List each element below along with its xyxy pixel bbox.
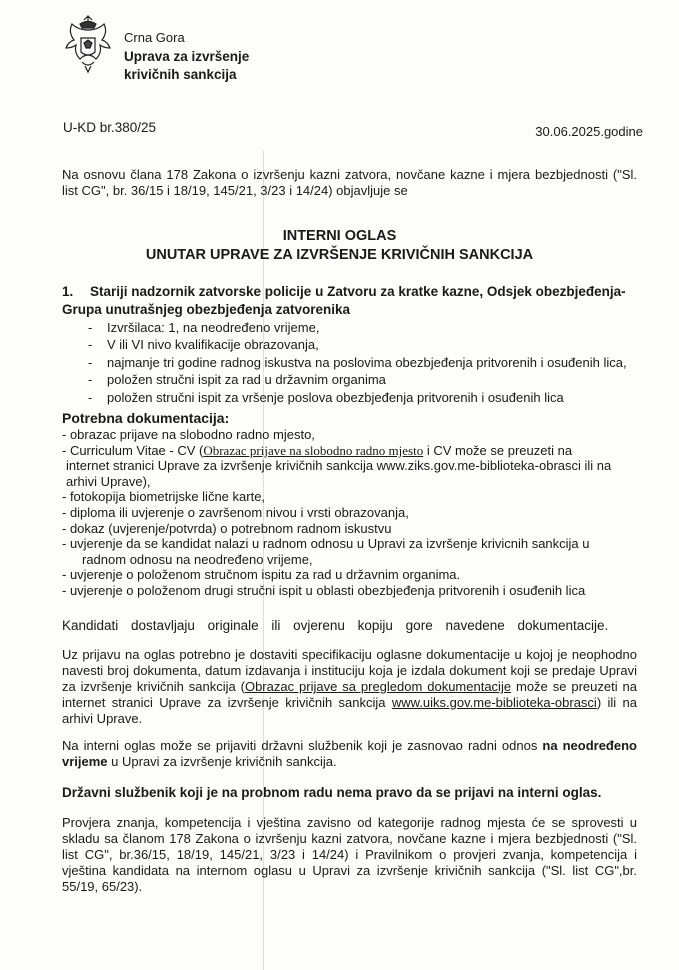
paragraph-text: Na interni oglas može se prijaviti državni službenik koji je zasnovao radni odnos — [62, 738, 543, 753]
title-line2: UNUTAR UPRAVE ZA IZVRŠENJE KRIVIČNIH SANKCIJA — [145, 247, 534, 263]
list-item: - V ili VI nivo kvalifikacije obrazovanja, — [88, 336, 648, 353]
organization-name-line1: Uprava za izvršenje — [124, 49, 250, 64]
list-item: - obrazac prijave na slobodno radno mjesto, — [62, 427, 315, 442]
coat-of-arms-icon — [62, 14, 114, 74]
document-date: 30.06.2025.godine — [535, 124, 643, 139]
intro-paragraph: Na osnovu člana 178 Zakona o izvršenju kazni zatvora, novčane kazne i mjera bezbjednosti ("Sl. list CG", br. 36/15 i 18/19, 145/21, 3/23 i 14/24) objavljuje se — [62, 167, 637, 198]
documentation-heading: Potrebna dokumentacija: — [62, 410, 230, 426]
requirements-list — [88, 319, 648, 406]
list-item: - položen stručni ispit za vršenje poslova obezbjeđenja pritvorenih i osuđenih lica — [88, 389, 648, 406]
organization-name-line2: krivičnih sankcija — [124, 67, 237, 82]
documentation-section — [62, 410, 642, 599]
item-text: i CV može se preuzeti na — [423, 442, 573, 458]
paragraph-text: Uz prijavu na oglas potrebno je dostaviti specifikaciju oglasne dokumentacije u kojoj je neophodno navesti broj dokumenta, datum izdavanja i instituciju koja je izdala dokument koji se predaje Upravi za izvršenje krivičnih sankcija ( — [62, 647, 637, 694]
list-item: - dokaz (uvjerenje/potvrda) o potrebnom radnom iskustvu — [62, 520, 392, 536]
paragraph-text: ) ili na arhivi Uprave. — [62, 695, 637, 726]
position-title-line1: Stariji nadzornik zatvorske policije u Zatvoru za kratke kazne, Odsjek obezbjeđenja- — [90, 284, 626, 299]
form-link[interactable]: Obrazac prijave sa pregledom dokumentacije — [244, 679, 512, 694]
form-link[interactable]: Obrazac prijave na slobodno radno mjesto — [203, 442, 424, 458]
list-item: - Izvršilaca: 1, na neodređeno vrijeme, — [88, 319, 648, 336]
title-line1: INTERNI OGLAS — [282, 228, 397, 244]
position-section — [62, 283, 652, 319]
list-item-continuation: internet stranici Uprave za izvršenje krivičnih sankcija www.ziks.gov.me-biblioteka-obrasci ili na — [66, 458, 612, 474]
originals-paragraph: Kandidati dostavljaju originale ili ovjerenu kopiju gore navedene dokumentacije. — [62, 618, 609, 633]
probation-notice: Državni službenik koji je na probnom radu nema pravo da se prijavi na interni oglas. — [62, 785, 602, 800]
website-link[interactable]: www.uiks.gov.me-biblioteka-obrasci — [391, 695, 597, 710]
position-title-line2: Grupa unutrašnjeg obezbjeđenja zatvorenika — [62, 302, 351, 317]
paragraph-text: može se preuzeti na internet stranici Uprave za izvršenje krivičnih sankcija — [62, 679, 637, 710]
paragraph-emphasis: na neodređeno vrijeme — [62, 738, 637, 769]
item-text: - Curriculum Vitae - CV ( — [62, 442, 204, 458]
list-item-continuation: arhivi Uprave), — [66, 473, 151, 489]
position-number: 1. — [62, 284, 74, 299]
paragraph-text: u Upravi za izvršenje krivičnih sankcija. — [107, 754, 337, 769]
list-item-continuation: radnom odnosu na neodređeno vrijeme, — [82, 551, 313, 567]
list-item — [62, 443, 642, 459]
list-item: - najmanje tri godine radnog iskustva na poslovima obezbjeđenja pritvorenih i osuđenih lica, — [88, 354, 648, 371]
submission-paragraph — [62, 647, 637, 727]
list-item: - diploma ili uvjerenje o završenom nivou i vrsti obrazovanja, — [62, 504, 409, 520]
list-item: - uvjerenje da se kandidat nalazi u radnom odnosu u Upravi za izvršenje krivicnih sankcija u — [62, 536, 590, 552]
list-item: - položen stručni ispit za rad u državnim organima — [88, 371, 648, 388]
country-name: Crna Gora — [124, 30, 185, 45]
list-item: - uvjerenje o položenom stručnom ispitu za rad u državnim organima. — [62, 567, 461, 583]
eligibility-paragraph — [62, 738, 637, 770]
list-item: - uvjerenje o položenom drugi stručni ispit u oblasti obezbjeđenja pritvorenih i osuđenih lica — [62, 582, 586, 598]
testing-paragraph: Provjera znanja, kompetencija i vještina zavisno od kategorije radnog mjesta će se sprovesti u skladu sa članom 178 Zakona o izvršenju kazni zatvora, novčane kazne i mjera bezbjednosti ("Sl. list CG", br.36/15, 18/19, 145/21, 3/23 i 14/24) i Pravilnikom o provjeri zvanja, kompetencija i vještina kandidata na internom oglasu u Upravi za izvršenje krivičnih sankcija ("Sl. list CG",br. 55/19, 65/23). — [62, 815, 637, 894]
reference-number: U-KD br.380/25 — [63, 120, 157, 135]
list-item: - fotokopija biometrijske lične karte, — [62, 489, 266, 505]
